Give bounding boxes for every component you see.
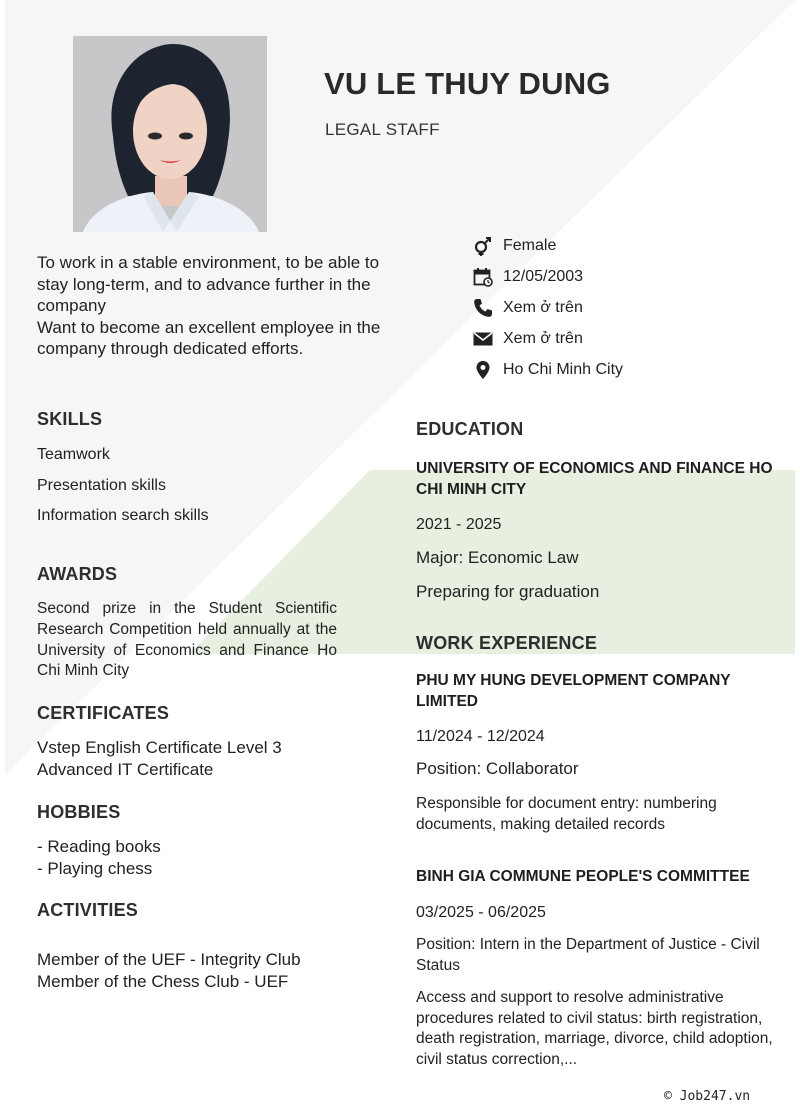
address-value: Ho Chi Minh City	[503, 360, 624, 378]
profile-photo	[73, 36, 267, 232]
certificates-list	[37, 737, 282, 781]
gender-icon	[472, 235, 494, 257]
hobby-item: - Playing chess	[37, 859, 153, 878]
contact-address	[472, 354, 623, 385]
birthday-value: 12/05/2003	[503, 268, 584, 286]
gender-value: Female	[503, 237, 557, 255]
education-status: Preparing for graduation	[416, 582, 600, 601]
contact-birthday	[472, 262, 623, 293]
skills-heading: SKILLS	[37, 409, 103, 429]
activities-list	[37, 949, 301, 993]
education-heading: EDUCATION	[416, 419, 524, 439]
calendar-icon	[472, 266, 494, 288]
job-title: LEGAL STAFF	[325, 120, 440, 139]
watermark: © Job247.vn	[664, 1089, 751, 1104]
job-company: PHU MY HUNG DEVELOPMENT COMPANY LIMITED	[416, 672, 731, 710]
education-major: Major: Economic Law	[416, 548, 579, 567]
experience-heading: WORK EXPERIENCE	[416, 633, 598, 653]
contact-phone	[472, 293, 623, 324]
activity-item: Member of the Chess Club - UEF	[37, 972, 289, 991]
school-name: UNIVERSITY OF ECONOMICS AND FINANCE HO CHI MINH CITY	[416, 460, 773, 498]
contact-gender	[472, 231, 623, 262]
objective-line: Want to become an excellent employee in the company through dedicated efforts.	[37, 317, 381, 359]
skill-item: Teamwork	[37, 446, 110, 463]
skill-item: Information search skills	[37, 507, 209, 524]
career-objective	[37, 252, 409, 360]
contact-email	[472, 323, 623, 354]
activity-item: Member of the UEF - Integrity Club	[37, 950, 301, 969]
email-icon	[472, 328, 494, 350]
hobby-item: - Reading books	[37, 837, 161, 856]
candidate-name: VU LE THUY DUNG	[324, 66, 611, 101]
phone-icon	[472, 297, 494, 319]
award-description: Second prize in the Student Scientific Research Competition held annually at the University of Economics and Finance Ho Chi Minh City	[37, 600, 337, 680]
certificates-heading: CERTIFICATES	[37, 703, 170, 723]
phone-value: Xem ở trên	[503, 298, 583, 316]
job-description: Responsible for document entry: numbering documents, making detailed records	[416, 795, 717, 833]
activities-heading: ACTIVITIES	[37, 900, 139, 920]
skill-item: Presentation skills	[37, 476, 166, 494]
certificate-item: Advanced IT Certificate	[37, 760, 214, 779]
job-period: 03/2025 - 06/2025	[416, 904, 546, 921]
contact-info	[472, 231, 623, 385]
job-company: BINH GIA COMMUNE PEOPLE'S COMMITTEE	[416, 868, 750, 885]
certificate-item: Vstep English Certificate Level 3	[37, 738, 282, 757]
education-period: 2021 - 2025	[416, 516, 502, 533]
email-value: Xem ở trên	[503, 329, 583, 347]
hobbies-list	[37, 836, 161, 880]
hobbies-heading: HOBBIES	[37, 802, 121, 822]
job-position: Position: Intern in the Department of Justice - Civil Status	[416, 936, 760, 974]
skills-list	[37, 446, 209, 538]
job-description: Access and support to resolve administrative procedures related to civil status: birth registration, death registration, marriage, divorce, child adoption, civil status correction,...	[416, 989, 773, 1068]
job-period: 11/2024 - 12/2024	[416, 728, 545, 745]
awards-heading: AWARDS	[37, 564, 118, 584]
location-icon	[472, 359, 494, 381]
job-position: Position: Collaborator	[416, 759, 579, 778]
objective-line: To work in a stable environment, to be able to stay long-term, and to advance further in the company	[37, 253, 380, 316]
portrait-icon	[73, 36, 267, 232]
